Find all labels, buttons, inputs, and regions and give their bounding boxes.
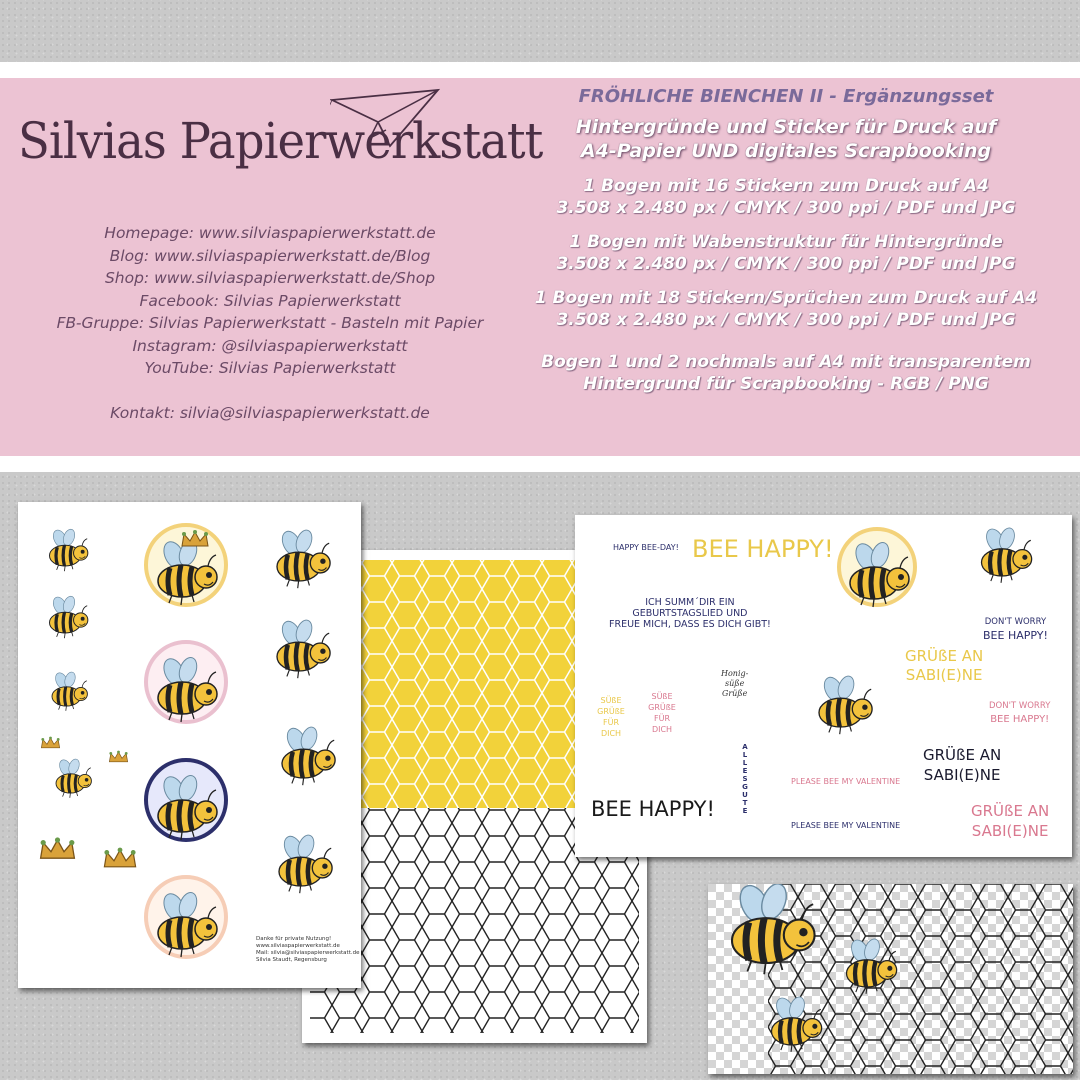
- item-2-line-2: 3.508 x 2.480 px / CMYK / 300 ppi / PDF und JPG: [556, 254, 1016, 274]
- valentine-navy-text: PLEASE BEE MY VALENTINE: [791, 821, 901, 830]
- item-1-line-2: 3.508 x 2.480 px / CMYK / 300 ppi / PDF und JPG: [556, 198, 1016, 218]
- item-2-line-1: 1 Bogen mit Wabenstruktur für Hintergründe: [569, 232, 1003, 252]
- transparent-artwork: [708, 884, 1073, 1074]
- happy-beeday-text: HAPPY BEE-DAY!: [613, 543, 679, 552]
- youtube-link[interactable]: YouTube: Silvias Papierwerkstatt: [144, 359, 396, 377]
- gruesse-navy-text: GRÜßE AN SABI(E)NE: [923, 746, 1002, 784]
- product-description: [506, 86, 1066, 395]
- valentine-pink-text: PLEASE BEE MY VALENTINE: [791, 777, 901, 786]
- suesse-yellow-text: SÜßE GRÜßE FÜR DICH: [597, 696, 625, 738]
- footer-line-4: Silvia Staudt, Regensburg: [256, 957, 327, 963]
- blog-link[interactable]: Blog: www.silviaspapierwerkstatt.de/Blog: [109, 246, 431, 265]
- transparent-preview-sheet: [708, 884, 1073, 1074]
- item-4-line-2: Hintergrund für Scrapbooking - RGB / PNG: [583, 374, 989, 394]
- bee-sticker-artwork: [18, 502, 361, 988]
- instagram-link[interactable]: Instagram: @silviaspapierwerkstatt: [132, 336, 408, 355]
- item-4-line-1: Bogen 1 und 2 nochmals auf A4 mit transparentem: [541, 352, 1031, 372]
- honig-text: Honig- süße Grüße: [721, 669, 749, 698]
- gruesse-yellow-text: GRÜßE AN SABI(E)NE: [905, 647, 984, 684]
- bee-happy-yellow-text: BEE HAPPY!: [692, 535, 834, 563]
- brand-logo: Silvias Papierwerkstatt: [18, 112, 543, 170]
- item-3-line-1: 1 Bogen mit 18 Stickern/Sprüchen zum Druck auf A4: [534, 288, 1038, 308]
- fb-group-link[interactable]: FB-Gruppe: Silvias Papierwerkstatt - Basteln mit Papier: [56, 314, 484, 332]
- bee-happy-black-text: BEE HAPPY!: [591, 797, 715, 821]
- alles-gute-text: ALLES GUTE: [742, 743, 748, 815]
- product-subtitle-1: Hintergründe und Sticker für Druck auf: [575, 116, 997, 138]
- gruesse-pink-text: GRÜßE AN SABI(E)NE: [971, 802, 1050, 840]
- bee-sticker-sheet: [18, 502, 361, 988]
- footer-line-2: www.silviaspapierwerkstatt.de: [256, 943, 340, 949]
- item-3-line-2: 3.508 x 2.480 px / CMYK / 300 ppi / PDF und JPG: [556, 310, 1016, 330]
- dont-worry-pink-text: DON'T WORRY BEE HAPPY!: [989, 701, 1051, 725]
- sayings-sticker-sheet: [575, 515, 1072, 857]
- footer-line-1: Danke für private Nutzung!: [256, 936, 332, 942]
- product-title: FRÖHLICHE BIENCHEN II - Ergänzungsset: [578, 86, 994, 107]
- footer-line-3: Mail: silvia@silviaspapierwerkstatt.de: [256, 950, 360, 956]
- shop-link[interactable]: Shop: www.silviaspapierwerkstatt.de/Shop: [104, 269, 436, 287]
- facebook-link[interactable]: Facebook: Silvias Papierwerkstatt: [139, 291, 401, 310]
- item-1-line-1: 1 Bogen mit 16 Stickern zum Druck auf A4: [583, 176, 989, 196]
- dont-worry-navy-text: DON'T WORRY BEE HAPPY!: [983, 617, 1048, 642]
- homepage-link[interactable]: Homepage: www.silviaspapierwerkstatt.de: [104, 224, 436, 242]
- birthday-text: ICH SUMM´DIR EIN GEBURTSTAGSLIED UND FREUE MICH, DASS ES DICH GIBT!: [609, 597, 771, 630]
- contact-email[interactable]: Kontakt: silvia@silviaspapierwerkstatt.de: [110, 403, 430, 422]
- contact-info: [16, 222, 524, 424]
- product-subtitle-2: A4-Papier UND digitales Scrapbooking: [580, 140, 992, 162]
- sheet1-footer: [256, 936, 359, 964]
- suesse-pink-text: SÜßE GRÜßE FÜR DICH: [648, 692, 676, 734]
